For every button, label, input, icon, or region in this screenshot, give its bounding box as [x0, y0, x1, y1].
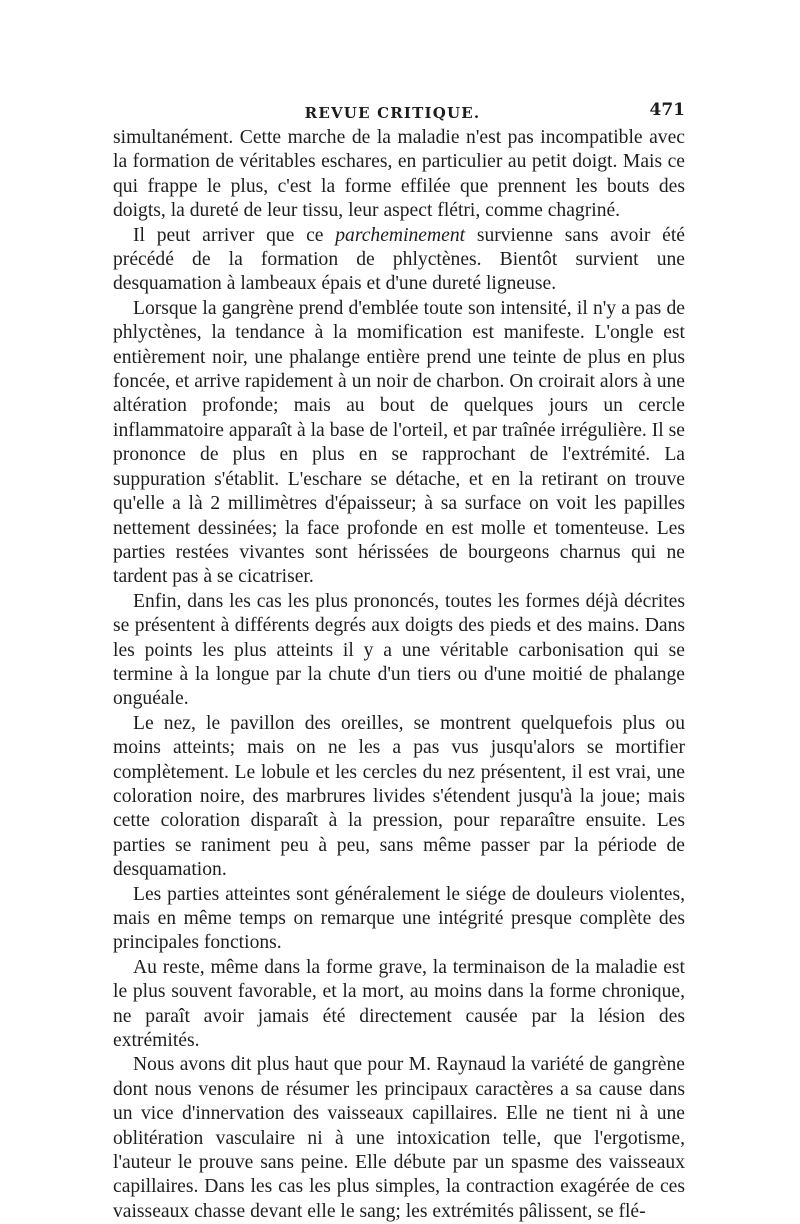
body-text [113, 126, 685, 1224]
italic-term: parcheminement [335, 224, 466, 246]
paragraph-nez-oreilles: Le nez, le pavillon des oreilles, se montrent quelquefois plus ou moins atteints; mais on ne les a pas vus jusqu'alors se mortifier complètement. Le lobule et les cercles du nez présentent, il est vrai, une coloration noire, des marbrures livides s'étendent jusqu'à la joue; mais cette coloration disparaît à la pression, pour reparaître ensuite. Les parties se raniment peu à peu, sans même passer par la période de desquamation. [113, 712, 685, 881]
paragraph-text-before: Il peut arriver que ce [133, 224, 336, 246]
paragraph-raynaud: Nous avons dit plus haut que pour M. Raynaud la variété de gangrène dont nous venons de résumer les principaux caractères a sa cause dans un vice d'innervation des vaisseaux capillaires. Elle ne tient ni à une oblitération vasculaire ni à une intoxication telle, que l'ergotisme, l'auteur le prouve sans peine. Elle débute par un spasme des vaisseaux capillaires. Dans les cas les plus simples, la contraction exagérée de ces vaisseaux chasse devant elle le sang; les extrémités pâlissent, se flé- [113, 1054, 685, 1222]
paragraph-continuation: simultanément. Cette marche de la maladie n'est pas incompatible avec la formation de véritables eschares, en particulier au petit doigt. Mais ce qui frappe le plus, c'est la forme effilée que prennent les bouts des doigts, la dureté de leur tissu, leur aspect flétri, comme chagriné. [113, 127, 685, 222]
paragraph-terminaison: Au reste, même dans la forme grave, la terminaison de la maladie est le plus souvent favorable, et la mort, au moins dans la forme chronique, ne paraît avoir jamais été directement causée par la lésion des extrémités. [113, 956, 685, 1052]
page-number: 471 [649, 100, 685, 120]
paragraph-cas-prononces: Enfin, dans les cas les plus prononcés, toutes les formes déjà décrites se présentent à différents degrés aux doigts des pieds et des mains. Dans les points les plus atteints il y a une véritable carbonisation qui se termine à la longue par la chute d'un tiers ou d'une moitié de phalange onguéale. [113, 590, 685, 710]
paragraph-text-after: survienne sans avoir été précédé de la formation de phlyctènes. Bientôt survient une desquamation à lambeaux épais et d'une dureté ligneuse. [113, 224, 686, 295]
page-header [100, 96, 685, 120]
paragraph-parcheminement [113, 224, 685, 297]
paragraph-douleurs: Les parties atteintes sont généralement le siége de douleurs violentes, mais en même temps on remarque une intégrité presque complète des principales fonctions. [113, 883, 685, 954]
running-title: REVUE CRITIQUE. [304, 104, 481, 122]
paragraph-gangrene-emblee: Lorsque la gangrène prend d'emblée toute son intensité, il n'y a pas de phlyctènes, la tendance à la momification est manifeste. L'ongle est entièrement noir, une phalange entière prend une teinte de plus en plus foncée, et arrive rapidement à un noir de charbon. On croirait alors à une altération profonde; mais au bout de quelques jours un cercle inflammatoire apparaît à la base de l'orteil, et par traînée irrégulière. Il se prononce de plus en plus en se rapprochant de l'extrémité. La suppuration s'établit. L'eschare se détache, et en la retirant on trouve qu'elle a là 2 millimètres d'épaisseur; à sa surface on voit les papilles nettement dessinées; la face profonde en est molle et tomenteuse. Les parties restées vivantes sont hérissées de bourgeons charnus qui ne tardent pas à se cicatriser. [113, 297, 685, 588]
